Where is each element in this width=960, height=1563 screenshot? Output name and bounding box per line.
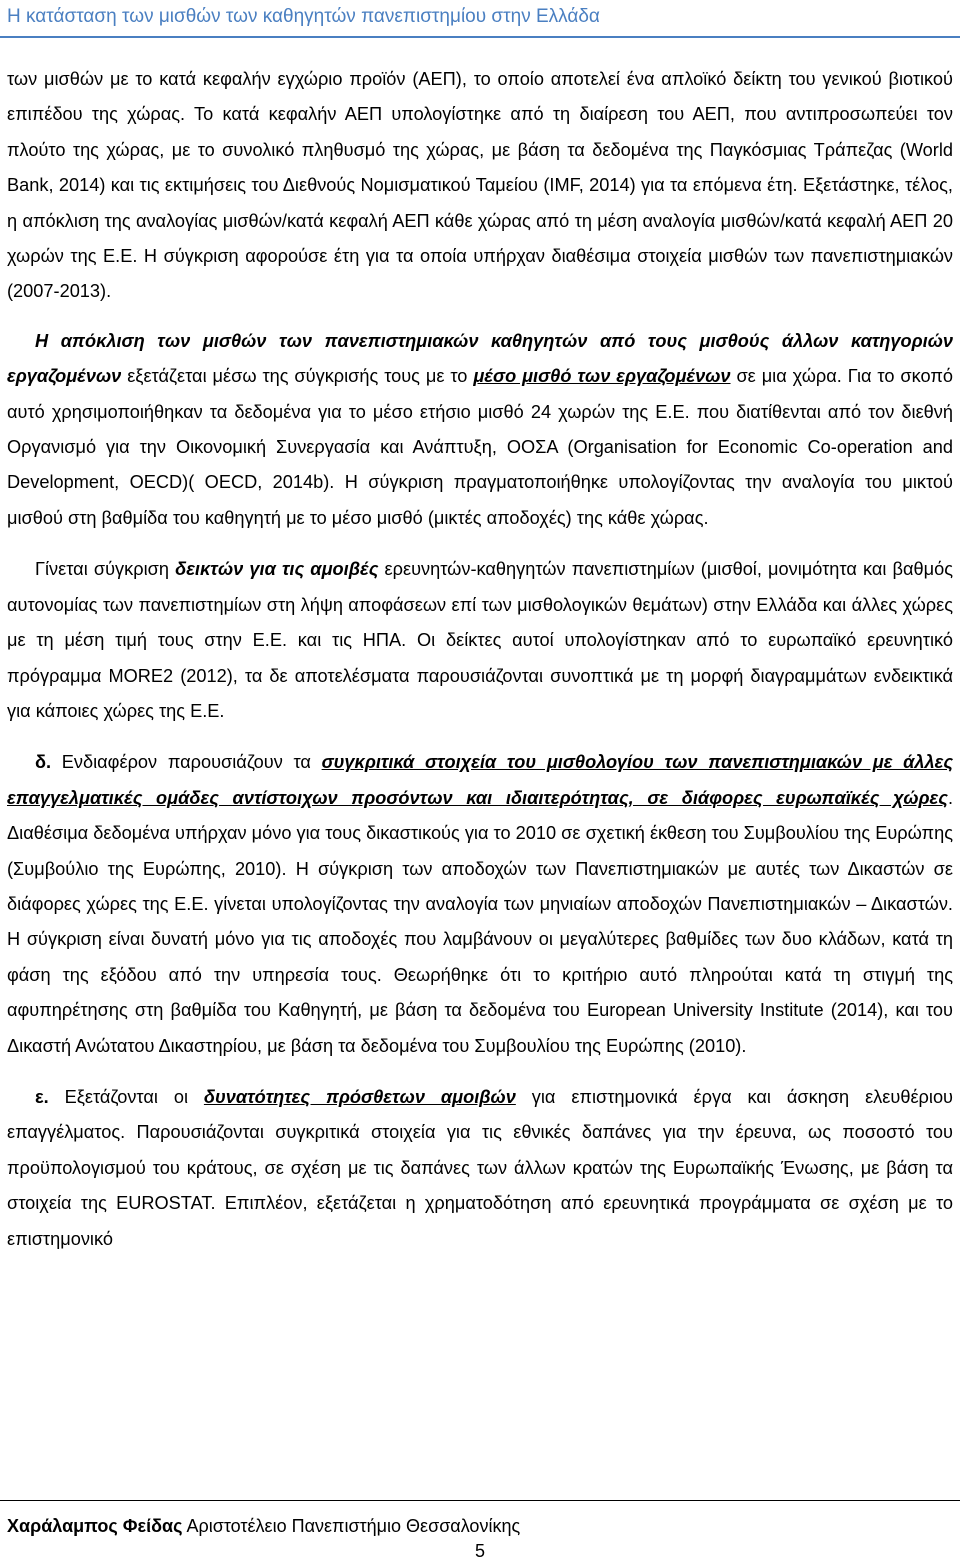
paragraph-wage-deviation	[7, 324, 953, 536]
header-title: Η κατάσταση των μισθών των καθηγητών πανεπιστημίου στην Ελλάδα	[7, 6, 600, 27]
page-header	[0, 0, 960, 36]
body-text: εξετάζεται μέσω της σύγκρισής τους με το	[121, 366, 474, 387]
paragraph-section-e	[7, 1080, 953, 1257]
emphasis-underlined-text: δυνατότητες πρόσθετων αμοιβών	[203, 1086, 516, 1107]
emphasis-text: δεικτών για τις αμοιβές	[175, 559, 379, 580]
footer-author: Χαράλαμπος Φείδας	[7, 1516, 183, 1536]
emphasis-underlined-text: μέσο μισθό των εργαζομένων	[473, 366, 731, 387]
header-divider	[0, 36, 960, 38]
body-text: Εξετάζονται οι	[48, 1086, 204, 1107]
footer-credit	[7, 1516, 520, 1537]
paragraph-reward-indicators	[7, 552, 953, 729]
paragraph-section-d	[7, 745, 953, 1064]
footer-affiliation: Αριστοτέλειο Πανεπιστήμιο Θεσσαλονίκης	[182, 1516, 521, 1536]
footer-divider	[0, 1500, 960, 1501]
body-text: Γίνεται σύγκριση	[35, 559, 176, 580]
section-label: δ.	[35, 752, 52, 773]
body-text: για επιστημονικά έργα και άσκηση ελευθέριου επαγγέλματος. Παρουσιάζονται συγκριτικά στοιχεία για τις εθνικές δαπάνες για την έρευνα, ως ποσοστό του προϋπολογισμού του κράτους, σε σχέση με τις δαπάνες των άλλων κρατών της Ευρωπαϊκής Ένωσης, με βάση τα στοιχεία της EUROSTAT. Επιπλέον, εξετάζεται η χρηματοδότηση από ερευνητικά προγράμματα σε σχέση με το επιστημονικό	[7, 1086, 954, 1249]
page-number: 5	[474, 1541, 485, 1561]
body-text: Ενδιαφέρον παρουσιάζουν τα	[51, 752, 322, 773]
emphasis-underlined-text: συγκριτικά στοιχεία του μισθολογίου των πανεπιστημιακών με άλλες επαγγελματικές ομάδες αντίστοιχων προσόντων και ιδιαιτερότητας, σε διάφορες ευρωπαϊκές χώρες	[7, 752, 954, 808]
emphasis-text: Η απόκλιση των μισθών των πανεπιστημιακών καθηγητών από τους μισθούς άλλων κατηγοριών εργαζομένων	[7, 330, 953, 387]
paragraph-methodology: των μισθών με το κατά κεφαλήν εγχώριο προϊόν (ΑΕΠ), το οποίο αποτελεί ένα απλοϊκό δείκτη του γενικού βιοτικού επιπέδου της χώρας. Το κατά κεφαλήν ΑΕΠ υπολογίστηκε από τη διαίρεση του ΑΕΠ, που αντιπροσωπεύει τον πλούτο της χώρας, με το συνολικό πληθυσμό της χώρας, με βάση τα δεδομένα της Παγκόσμιας Τράπεζας (World Bank, 2014) και τις εκτιμήσεις του Διεθνούς Νομισματικού Ταμείου (IMF, 2014) για τα επόμενα έτη. Εξετάστηκε, τέλος, η απόκλιση της αναλογίας μισθών/κατά κεφαλή ΑΕΠ κάθε χώρας από τη μέση αναλογία μισθών/κατά κεφαλή ΑΕΠ 20 χωρών της Ε.Ε. Η σύγκριση αφορούσε έτη για τα οποία υπήρχαν διαθέσιμα στοιχεία μισθών των πανεπιστημιακών (2007-2013).	[7, 69, 953, 302]
body-text: ερευνητών-καθηγητών πανεπιστημίων (μισθοί, μονιμότητα και βαθμός αυτονομίας των πανεπιστημίων στη λήψη αποφάσεων επί των μισθολογικών θεμάτων) στην Ελλάδα και άλλες χώρες με τη μέση τιμή τους στην Ε.Ε. και τις ΗΠΑ. Οι δείκτες αυτοί υπολογίστηκαν από το ευρωπαϊκό ερευνητικό πρόγραμμα MORE2 (2012), τα δε αποτελέσματα παρουσιάζονται συνοπτικά με τη μορφή διαγραμμάτων ενδεικτικά για κάποιες χώρες της Ε.Ε.	[7, 559, 954, 721]
section-label: ε.	[35, 1086, 49, 1107]
body-text: σε μια χώρα. Για το σκοπό αυτό χρησιμοποιήθηκαν τα δεδομένα για το μέσο ετήσιο μισθό 24 χωρών της Ε.Ε. που διατίθενται από τον διεθνή Οργανισμό για την Οικονομική Συνεργασία και Ανάπτυξη, ΟΟΣΑ (Organisation for Economic Co-operation and Development, OECD)( OECD, 2014b). Η σύγκριση πραγματοποιήθηκε υπολογίζοντας την αναλογία του μικτού μισθού στη βαθμίδα του καθηγητή με το μέσο μισθό (μικτές αποδοχές) της κάθε χώρας.	[7, 366, 954, 528]
body-text: . Διαθέσιμα δεδομένα υπήρχαν μόνο για τους δικαστικούς για το 2010 σε σχετική έκθεση του Συμβουλίου της Ευρώπης (Συμβούλιο της Ευρώπης, 2010). Η σύγκριση των αποδοχών των Πανεπιστημιακών με αυτές των Δικαστών σε διάφορες χώρες της Ε.Ε. γίνεται υπολογίζοντας την αναλογία των μηνιαίων αποδοχών Πανεπιστημιακών – Δικαστών. Η σύγκριση είναι δυνατή μόνο για τις αποδοχές που λαμβάνουν οι μεγαλύτερες βαθμίδες των δυο κλάδων, κατά τη φάση της εξόδου από την υπηρεσία τους. Θεωρήθηκε ότι το κριτήριο αυτό πληρούται κατά τη στιγμή της αφυπηρέτησης στη βαθμίδα του Καθηγητή, με βάση τα δεδομένα του European University Institute (2014), και του Δικαστή Ανώτατου Δικαστηρίου, με βάση τα δεδομένα του Συμβουλίου της Ευρώπης (2010).	[7, 787, 953, 1056]
document-body	[7, 62, 953, 1257]
